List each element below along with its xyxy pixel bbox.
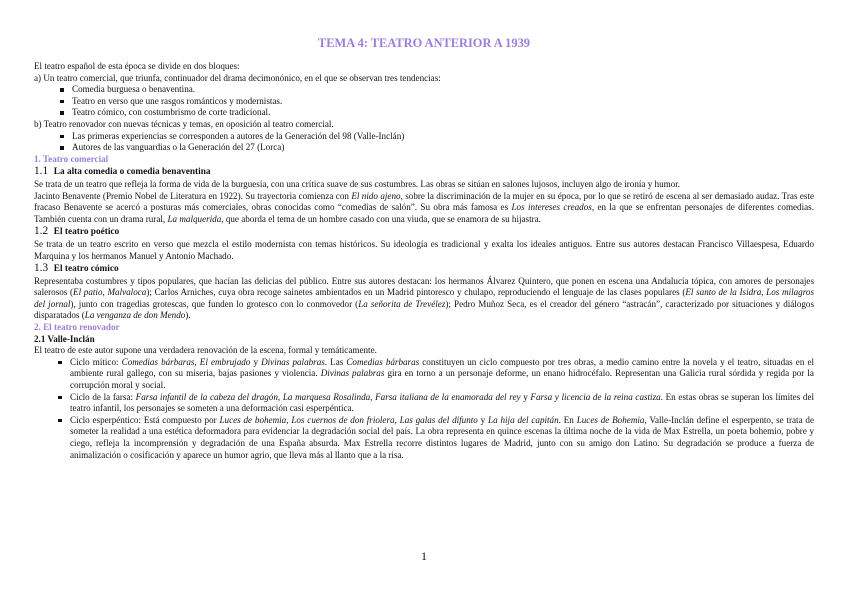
cycles-list bbox=[34, 357, 814, 461]
intro-line-b: b) Teatro renovador con nuevas técnicas y temas, en oposición al teatro comercial. bbox=[34, 118, 334, 129]
list-item: Ciclo de la farsa: Farsa infantil de la cabeza del dragón, La marquesa Rosalinda, Farsa italiana de la enamorada del rey y Farsa y licencia de la reina castiza. En estas obras se superan los límites del teatro infantil, los personajes se someten a una deformación casi esperpéntica. bbox=[70, 391, 815, 414]
subsection-title: El teatro cómico bbox=[53, 264, 119, 275]
subsection-title: El teatro poético bbox=[53, 227, 120, 238]
subsection-number: 1.1 bbox=[34, 165, 49, 178]
paragraph: Se trata de un teatro que refleja la forma de vida de la burguesía, con una crítica suave de sus costumbres. Las obras se sitúan en salones lujosos, incluyen algo de ironía y humor. bbox=[34, 178, 681, 189]
subsection-number: 1.3 bbox=[34, 262, 49, 275]
paragraph: Jacinto Benavente (Premio Nobel de Literatura en 1922). Su trayectoria comienza con El nido ajeno, sobre la discriminación de la mujer en su época, por lo que se retiró de escena al ser demasiado audaz. Tras este fracaso Benavente se acercó a posturas más comerciales, obras conocidas como “comedias de salón”. Su obra más famosa es Los intereses creados, en la que se enfrentan personajes de diferentes comedias. También cuenta con un drama rural, La malquerida, que aborda el tema de un hombre casado con una viuda, que se enamora de su hijastra. bbox=[34, 190, 815, 224]
renovador-list bbox=[34, 131, 814, 154]
paragraph: El teatro de este autor supone una verdadera renovación de la escena, formal y temáticamente. bbox=[34, 345, 377, 356]
subsection-title: La alta comedia o comedia benaventina bbox=[53, 167, 211, 178]
subsection-title: 2.1 Valle-Inclán bbox=[34, 333, 95, 344]
paragraph: Representaba costumbres y tipos populares, que hacían las delicias del público. Entre sus autores destacan: los hermanos Álvarez Quintero, que ponen en escena una Andalucía tópica, con amores de personajes salerosos (El patio, Malvaloca); Carlos Arniches, cuya obra recoge sainetes ambientados en un Madrid pintoresco y chulapo, reproduciendo el lenguaje de las clases populares (El santo de la Isidra, Los milagros del jornal), junto con tragedias grotescas, que funden lo grotesco con lo conmovedor (La señorita de Trevélez); Pedro Muñoz Seca, es el creador del género “astracán”, caracterizado por situaciones y diálogos disparatados (La venganza de don Mendo). bbox=[34, 275, 815, 321]
list-item: Teatro en verso que une rasgos románticos y modernistas. bbox=[72, 96, 814, 108]
page-number: 1 bbox=[421, 549, 427, 563]
section-heading-1: 1. Teatro comercial bbox=[34, 153, 109, 164]
list-item: Ciclo mítico: Comedias bárbaras, El embrujado y Divinas palabras. Las Comedias bárbaras constituyen un ciclo compuesto por tres obras, a medio camino entre la novela y el teatro, situadas en el ambiente rural gallego, con su miseria, bajas pasiones y violencia. Divinas palabras gira en torno a un personaje deforme, un enano hidrocéfalo. Representan una Galicia rural sórdida y regida por la corrupción moral y social. bbox=[70, 356, 815, 391]
subsection-heading bbox=[34, 225, 814, 239]
paragraph: Se trata de un teatro escrito en verso que mezcla el estilo modernista con temas históricos. Su ideología es tradicional y exalta los ideales antiguos. Entre sus autores destacan Francisco Villaespesa, Eduardo Marquina y los hermanos Manuel y Antonio Machado. bbox=[34, 238, 814, 261]
subsection-heading bbox=[34, 165, 814, 179]
subsection-heading bbox=[34, 262, 814, 276]
list-item: Teatro cómico, con costumbrismo de corte tradicional. bbox=[72, 107, 814, 119]
list-item: Ciclo esperpéntico: Está compuesto por Luces de bohemia, Los cuernos de don friolera, Las galas del difunto y La hija del capitán. En Luces de Bohemia, Valle-Inclán define el esperpento, se trata de someter la realidad a una estética deformadora para evidenciar la degradación social del país. La obra representa en quince escenas la última noche de la vida de Max Estrella, un poeta bohemio, pobre y ciego, refleja la incomprensión y degradación de una España absurda. Max Estrella recorre distintos lugares de Madrid, junto con su amigo don Latino. Su degradación se produce a fuerza de animalización o cosificación y aparece un humor agrio, que lleva más al llanto que a la risa. bbox=[70, 414, 815, 460]
document-page bbox=[34, 36, 814, 461]
tendencies-list bbox=[34, 84, 814, 119]
list-item: Comedia burguesa o benaventina. bbox=[72, 84, 814, 96]
list-item: Las primeras experiencias se corresponden a autores de la Generación del 98 (Valle-Inclán) bbox=[72, 131, 814, 143]
section-heading-2: 2. El teatro renovador bbox=[34, 322, 120, 333]
page-title: TEMA 4: TEATRO ANTERIOR A 1939 bbox=[318, 36, 530, 50]
intro-line: El teatro español de esta época se divide en dos bloques: bbox=[34, 61, 240, 71]
intro-line-a: a) Un teatro comercial, que triunfa, continuador del drama decimonónico, en el que se observan tres tendencias: bbox=[34, 72, 441, 83]
subsection-number: 1.2 bbox=[34, 225, 49, 238]
list-item: Autores de las vanguardias o la Generación del 27 (Lorca) bbox=[72, 142, 814, 154]
